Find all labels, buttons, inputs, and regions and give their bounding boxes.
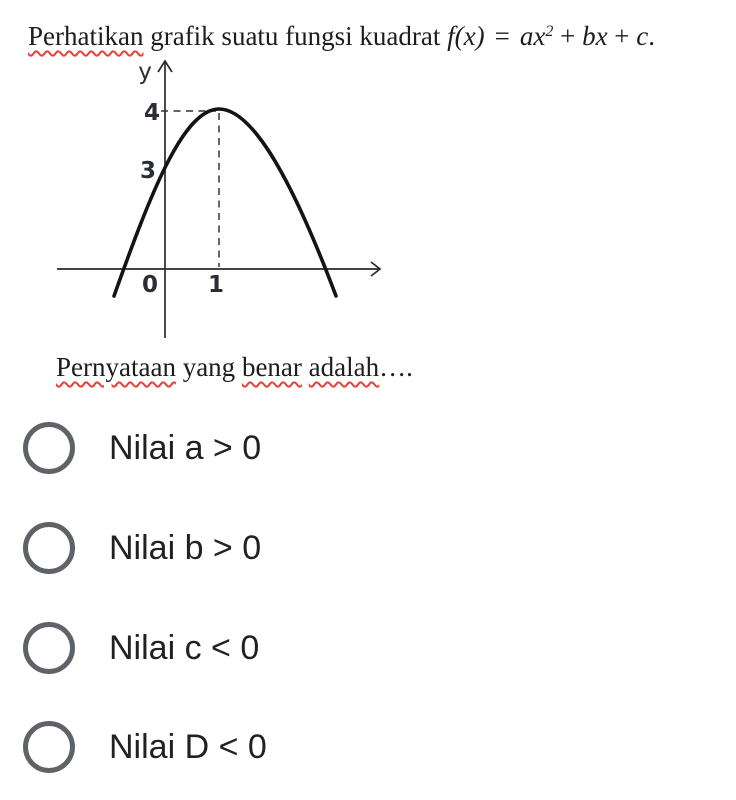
math-plus-1: + [553,21,583,51]
question-prompt [56,351,413,383]
option-label-d: Nilai D < 0 [109,727,267,766]
math-exponent: 2 [545,23,554,40]
option-label-b: Nilai b > 0 [109,528,262,567]
quadratic-function-graph [50,55,395,345]
prompt-ellipsis: …. [379,352,413,382]
question-title [28,16,728,52]
math-plus-2: + [607,21,637,51]
tick-y-4: 4 [143,100,160,126]
option-row-c[interactable] [23,622,259,674]
radio-button-option-b[interactable] [23,522,75,574]
tick-x-1: 1 [207,272,225,298]
option-row-b[interactable] [23,522,261,574]
radio-button-option-d[interactable] [23,721,75,773]
math-term-c: c [636,21,649,51]
option-row-a[interactable] [23,422,261,474]
prompt-space [302,352,309,382]
math-equals: = [494,21,510,51]
parabola-curve [114,109,336,296]
title-word-underlined: Perhatikan [28,21,144,51]
prompt-word-2: yang [175,352,242,382]
tick-x-0: 0 [141,272,159,298]
prompt-word-1: Pernyataan [56,352,176,382]
option-label-a: Nilai a > 0 [109,428,262,467]
radio-button-option-a[interactable] [23,422,75,474]
prompt-word-3: benar [241,352,302,382]
graph-svg [50,55,395,345]
math-term-b: bx [582,21,608,51]
option-row-d[interactable] [23,721,267,773]
y-axis-label: y [138,59,152,85]
tick-y-3: 3 [139,158,156,184]
math-term-a: ax [519,21,546,51]
math-period: . [648,21,656,51]
prompt-word-4: adalah [308,352,380,382]
radio-button-option-c[interactable] [23,622,75,674]
math-fx: f(x) [447,21,485,51]
title-text: grafik suatu fungsi kuadrat [143,21,448,51]
option-label-c: Nilai c < 0 [109,628,260,667]
